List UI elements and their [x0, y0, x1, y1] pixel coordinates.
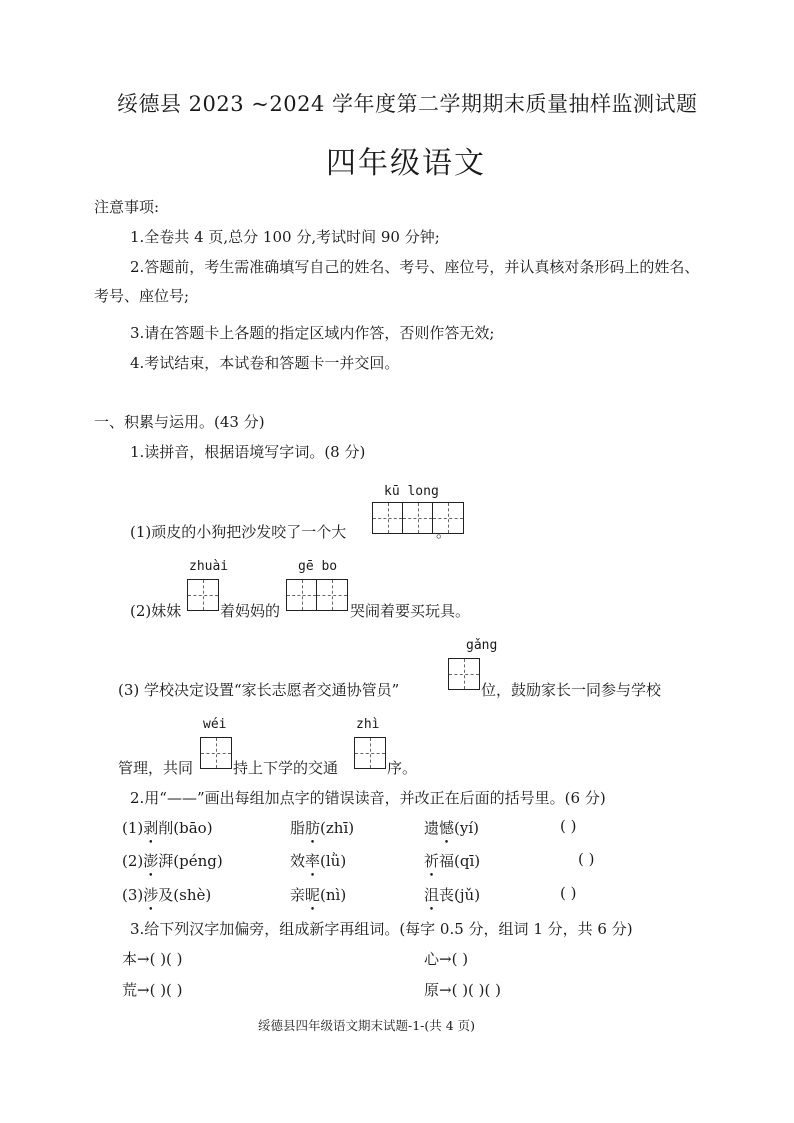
pinyin-word: 祈福(qī)	[424, 852, 481, 870]
pinyin-label: gǎng	[466, 638, 498, 653]
writing-grid[interactable]	[200, 737, 232, 769]
sentence-text: 管理，共同	[118, 759, 194, 777]
question-prompt: 1.读拼音，根据语境写字词。(8 分)	[130, 443, 366, 461]
radical-item[interactable]: 荒→( )( )	[122, 981, 183, 999]
sentence-text: 持上下学的交通	[233, 759, 339, 777]
sentence-text: 。	[436, 523, 452, 541]
sentence-text: 哭闹着要买玩具。	[350, 602, 471, 620]
note-item: 1.全卷共 4 页,总分 100 分,考试时间 90 分钟;	[130, 228, 440, 246]
exam-title: 绥德县 2023 ~2024 学年度第二学期期末质量抽样监测试题	[117, 92, 698, 116]
answer-parentheses[interactable]: ( )	[560, 817, 577, 835]
note-item: 4.考试结束，本试卷和答题卡一并交回。	[130, 354, 400, 372]
page-footer: 绥德县四年级语文期末试题-1-(共 4 页)	[258, 1018, 476, 1033]
pinyin-word: 亲昵(nì)	[290, 886, 347, 904]
pinyin-label: wéi	[203, 717, 227, 732]
radical-item[interactable]: 本→( )( )	[122, 950, 183, 968]
sentence-text: (3) 学校决定设置“家长志愿者交通协管员”	[118, 681, 400, 699]
note-item: 2.答题前，考生需准确填写自己的姓名、考号、座位号，并认真核对条形码上的姓名、	[130, 258, 700, 276]
sentence-text: 位，鼓励家长一同参与学校	[481, 681, 662, 699]
writing-grid[interactable]	[187, 579, 219, 611]
question-prompt: 2.用“——”画出每组加点字的错误读音，并改正在后面的括号里。(6 分)	[130, 789, 606, 807]
pinyin-label: zhuài	[189, 559, 229, 574]
notes-heading: 注意事项:	[94, 198, 160, 216]
radical-item[interactable]: 原→( )( )( )	[424, 981, 501, 999]
pinyin-word: 遗憾(yí)	[424, 819, 480, 837]
question-prompt: 3.给下列汉字加偏旁，组成新字再组词。(每字 0.5 分，组词 1 分，共 6 分)	[130, 920, 633, 938]
writing-grid[interactable]	[448, 658, 480, 690]
pinyin-word: (2)澎湃(péng)	[122, 852, 223, 870]
answer-parentheses[interactable]: ( )	[560, 884, 577, 902]
exam-subtitle: 四年级语文	[326, 146, 486, 181]
answer-parentheses[interactable]: ( )	[578, 850, 595, 868]
pinyin-word: (1)剥削(bāo)	[122, 819, 213, 837]
note-item: 考号、座位号;	[94, 287, 190, 305]
writing-grid[interactable]	[354, 737, 386, 769]
pinyin-label: kū long	[384, 484, 439, 499]
section-heading: 一、积累与运用。(43 分)	[94, 413, 265, 431]
pinyin-label: zhì	[356, 717, 380, 732]
pinyin-word: 沮丧(jǔ)	[424, 886, 481, 904]
radical-item[interactable]: 心→( )	[424, 950, 469, 968]
pinyin-word: (3)涉及(shè)	[122, 886, 212, 904]
sentence-text: 序。	[387, 759, 418, 777]
pinyin-label: gē bo	[298, 559, 338, 574]
note-item: 3.请在答题卡上各题的指定区域内作答，否则作答无效;	[130, 324, 495, 342]
sentence-text: (1)顽皮的小狗把沙发咬了一个大	[130, 523, 347, 541]
writing-grid[interactable]	[286, 579, 348, 611]
sentence-text: 着妈妈的	[220, 602, 281, 620]
pinyin-word: 脂肪(zhī)	[290, 819, 355, 837]
sentence-text: (2)妹妹	[130, 602, 182, 620]
pinyin-word: 效率(lǜ)	[290, 852, 347, 870]
